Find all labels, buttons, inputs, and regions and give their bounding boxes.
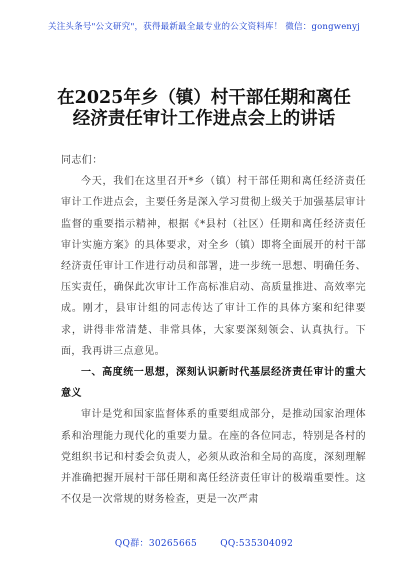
header-banner: 关注头条号"公文研究"，获得最新最全最专业的公文资料库！ 微信：gongwenyj [48,22,360,32]
document-title-line2: 经济责任审计工作进点会上的讲话 [72,109,336,129]
section-1-heading: 一、高度统一思想，深刻认识新时代基层经济责任审计的重大意义 [61,367,366,400]
paragraph-2: 审计是党和国家监督体系的重要组成部分，是推动国家治理体系和治理能力现代化的重要力量。在座的各位同志，特别是各村的党组织书记和村委会负责人，必须从政治和全局的高度，深刻理解并准确把握开展村干部任期和离任经济责任审计的极端重要性。这不仅是一次常规的财务检查，更是一次严肃 [61,409,366,506]
document-body [61,150,366,510]
footer-qq-group: QQ群：30265665 [114,539,198,549]
document-title-line1: 在2025年乡（镇）村干部任期和离任 [57,88,351,108]
footer [0,536,408,549]
footer-qq: QQ:535304092 [220,539,294,549]
greeting: 同志们： [61,155,103,166]
paragraph-1: 今天，我们在这里召开*乡（镇）村干部任期和离任经济责任审计工作进点会，主要任务是深入学习贯彻上级关于加强基层审计监督的重要指示精神，根据《*县村（社区）任期和离任经济责任审计实施方案》的具体要求，对全乡（镇）即将全面展开的村干部经济责任审计工作进行动员和部署，进一步统一思想、明确任务、压实责任，确保此次审计工作高标准启动、高质量推进、高效率完成。刚才，县审计组的同志传达了审计工作的具体方案和纪律要求，讲得非常清楚、非常具体，大家要深刻领会、认真执行。下面，我再讲三点意见。 [61,176,366,357]
